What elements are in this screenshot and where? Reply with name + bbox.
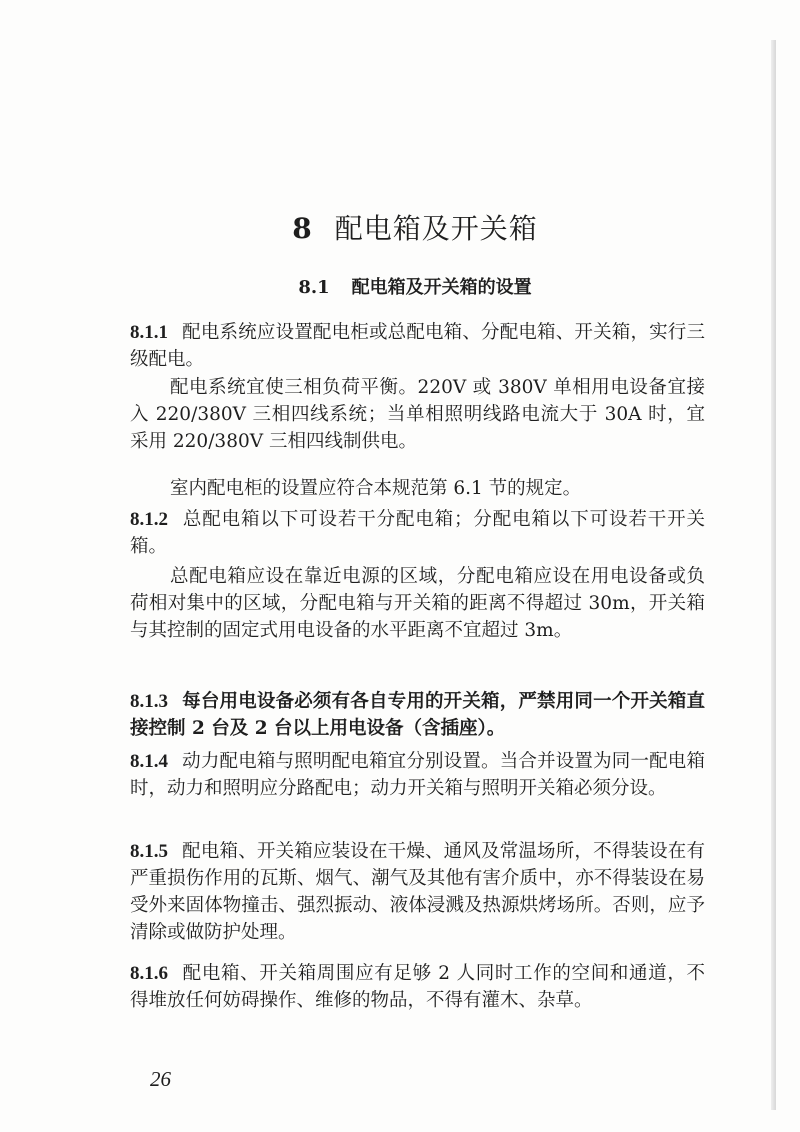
clause-8-1-2-paragraph: 总配电箱应设在靠近电源的区域，分配电箱应设在用电设备或负荷相对集中的区域，分配电箱与开关箱的距离不得超过 30m，开关箱与其控制的固定式用电设备的水平距离不宜超过 3m。 <box>130 566 705 641</box>
clause-text: 配电系统应设置配电柜或总配电箱、分配电箱、开关箱，实行三级配电。 <box>130 322 705 370</box>
clause-8-1-6 <box>130 960 705 1014</box>
chapter-title <box>0 207 800 247</box>
clause-number: 8.1.6 <box>130 963 168 984</box>
clause-text: 每台用电设备必须有各自专用的开关箱，严禁用同一个开关箱直接控制 2 台及 2 台以上用电设备（含插座）。 <box>130 691 705 739</box>
section-number: 8.1 <box>298 277 330 298</box>
chapter-title-text: 配电箱及开关箱 <box>334 212 538 245</box>
section-title <box>0 273 800 299</box>
clause-number: 8.1.2 <box>130 509 168 530</box>
page-edge-shadow <box>771 40 776 1110</box>
clause-text: 配电箱、开关箱应装设在干燥、通风及常温场所，不得装设在有严重损伤作用的瓦斯、烟气、潮气及其他有害介质中，亦不得装设在易受外来固体物撞击、强烈振动、液体浸溅及热源烘烤场所。否则，应予清除或做防护处理。 <box>130 841 705 943</box>
page-number: 26 <box>150 1067 171 1091</box>
clause-number: 8.1.5 <box>130 841 168 862</box>
clause-8-1-2 <box>130 506 705 560</box>
clause-8-1-1-paragraph: 配电系统宜使三相负荷平衡。220V 或 380V 单相用电设备宜接入 220/380V 三相四线系统；当单相照明线路电流大于 30A 时，宜采用 220/380V 三相四线制供电。 <box>130 377 705 452</box>
section-title-text: 配电箱及开关箱的设置 <box>351 277 532 298</box>
clause-8-1-1 <box>130 319 705 373</box>
clause-8-1-4 <box>130 748 705 802</box>
chapter-number: 8 <box>292 212 313 245</box>
clause-text: 配电箱、开关箱周围应有足够 2 人同时工作的空间和通道，不得堆放任何妨碍操作、维修的物品，不得有灌木、杂草。 <box>130 963 705 1011</box>
clause-text: 动力配电箱与照明配电箱宜分别设置。当合并设置为同一配电箱时，动力和照明应分路配电；动力开关箱与照明开关箱必须分设。 <box>130 751 705 799</box>
clause-number: 8.1.3 <box>130 691 168 712</box>
clause-number: 8.1.1 <box>130 322 168 343</box>
clause-8-1-1-paragraph: 室内配电柜的设置应符合本规范第 6.1 节的规定。 <box>170 478 582 499</box>
clause-number: 8.1.4 <box>130 751 168 772</box>
clause-8-1-3 <box>130 688 705 742</box>
clause-text: 总配电箱以下可设若干分配电箱；分配电箱以下可设若干开关箱。 <box>130 509 705 557</box>
clause-8-1-5 <box>130 838 705 946</box>
